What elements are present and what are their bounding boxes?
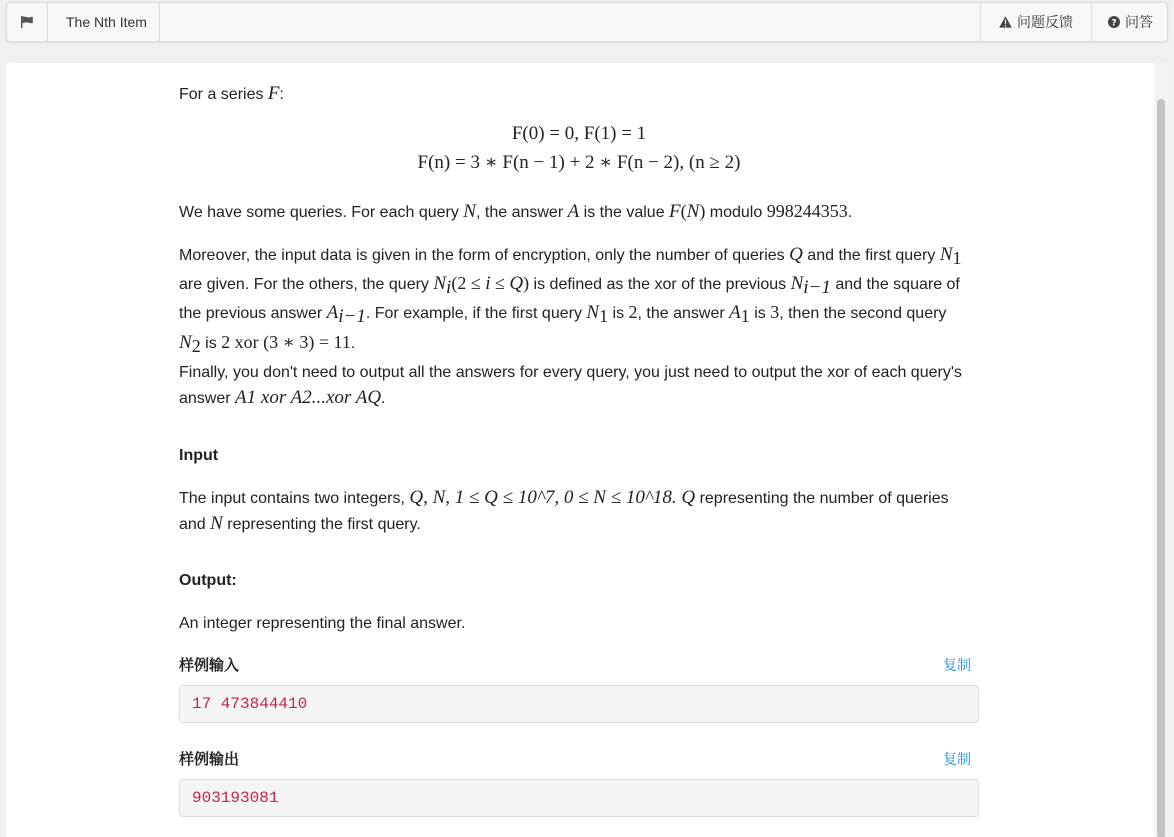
xor-expression: A1 xor A2...xor AQ bbox=[235, 387, 382, 408]
paragraph-queries: We have some queries. For each query N, the answer A is the value F(N) modulo 998244353. bbox=[179, 201, 853, 222]
sample-output-box[interactable]: 903193081 bbox=[179, 779, 979, 817]
output-heading: Output: bbox=[179, 572, 237, 589]
input-constraints: Q, N, 1 ≤ Q ≤ 10^7, 0 ≤ N ≤ 10^18 bbox=[409, 487, 672, 508]
svg-text:?: ? bbox=[1111, 18, 1117, 28]
paragraph-encryption: Moreover, the input data is given in the form of encryption, only the number of queries Q and the first query $N_1$ are given. For the others, the query $N_i(2 \le i \le Q)$ is defined as the xor of the previous $N_{i-1}$ and the square of the previous answer $A_{i-1}$. For example, if the first query $N_1$ is 2, the answer $A_1$ is 3, then the second query $N_2$ is 2 xor (3 ∗ 3) = 11. bbox=[179, 244, 962, 356]
copy-sample-output-button[interactable]: 复制 bbox=[943, 751, 971, 767]
paragraph-output-xor: Finally, you don't need to output all the answers for every query, you just need to output the xor of each query's answer A1 xor A2...xor AQ. bbox=[179, 364, 962, 408]
scrollbar-thumb[interactable] bbox=[1157, 99, 1165, 837]
sample-output-title: 样例输出 bbox=[179, 751, 240, 768]
question-circle-icon bbox=[1108, 16, 1120, 28]
feedback-label: 问题反馈 bbox=[1017, 14, 1073, 30]
warning-icon bbox=[999, 16, 1012, 28]
formula-line-2: F(n) = 3 ∗ F(n − 1) + 2 ∗ F(n − 2), (n ≥ 2) bbox=[417, 152, 741, 173]
output-description: An integer representing the final answer. bbox=[179, 615, 466, 632]
scrollbar-track[interactable] bbox=[1154, 63, 1168, 837]
problem-header-bar bbox=[6, 2, 1168, 42]
flag-icon[interactable] bbox=[7, 3, 48, 41]
sample-input-box[interactable]: 17 473844410 bbox=[179, 685, 979, 723]
recurrence-formula bbox=[179, 119, 979, 177]
formula-line-1: F(0) = 0, F(1) = 1 bbox=[511, 123, 647, 144]
problem-title: The Nth Item bbox=[48, 3, 160, 41]
sample-input-title: 样例输入 bbox=[179, 657, 240, 674]
problem-panel bbox=[6, 63, 1168, 837]
qa-label: 问答 bbox=[1125, 14, 1153, 30]
sample-input-section bbox=[179, 653, 979, 723]
example-expression: 2 xor (3 ∗ 3) = 11 bbox=[221, 331, 351, 352]
input-description: The input contains two integers, Q, N, 1 ≤ Q ≤ 10^7, 0 ≤ N ≤ 10^18. Q representing the number of queries and N representing the first query. bbox=[179, 487, 949, 534]
input-heading: Input bbox=[179, 447, 219, 464]
sample-output-section bbox=[179, 747, 979, 817]
qa-button[interactable] bbox=[1091, 3, 1167, 41]
intro-line: For a series F: bbox=[179, 83, 284, 104]
feedback-button[interactable] bbox=[980, 3, 1091, 41]
copy-sample-input-button[interactable]: 复制 bbox=[943, 657, 971, 673]
